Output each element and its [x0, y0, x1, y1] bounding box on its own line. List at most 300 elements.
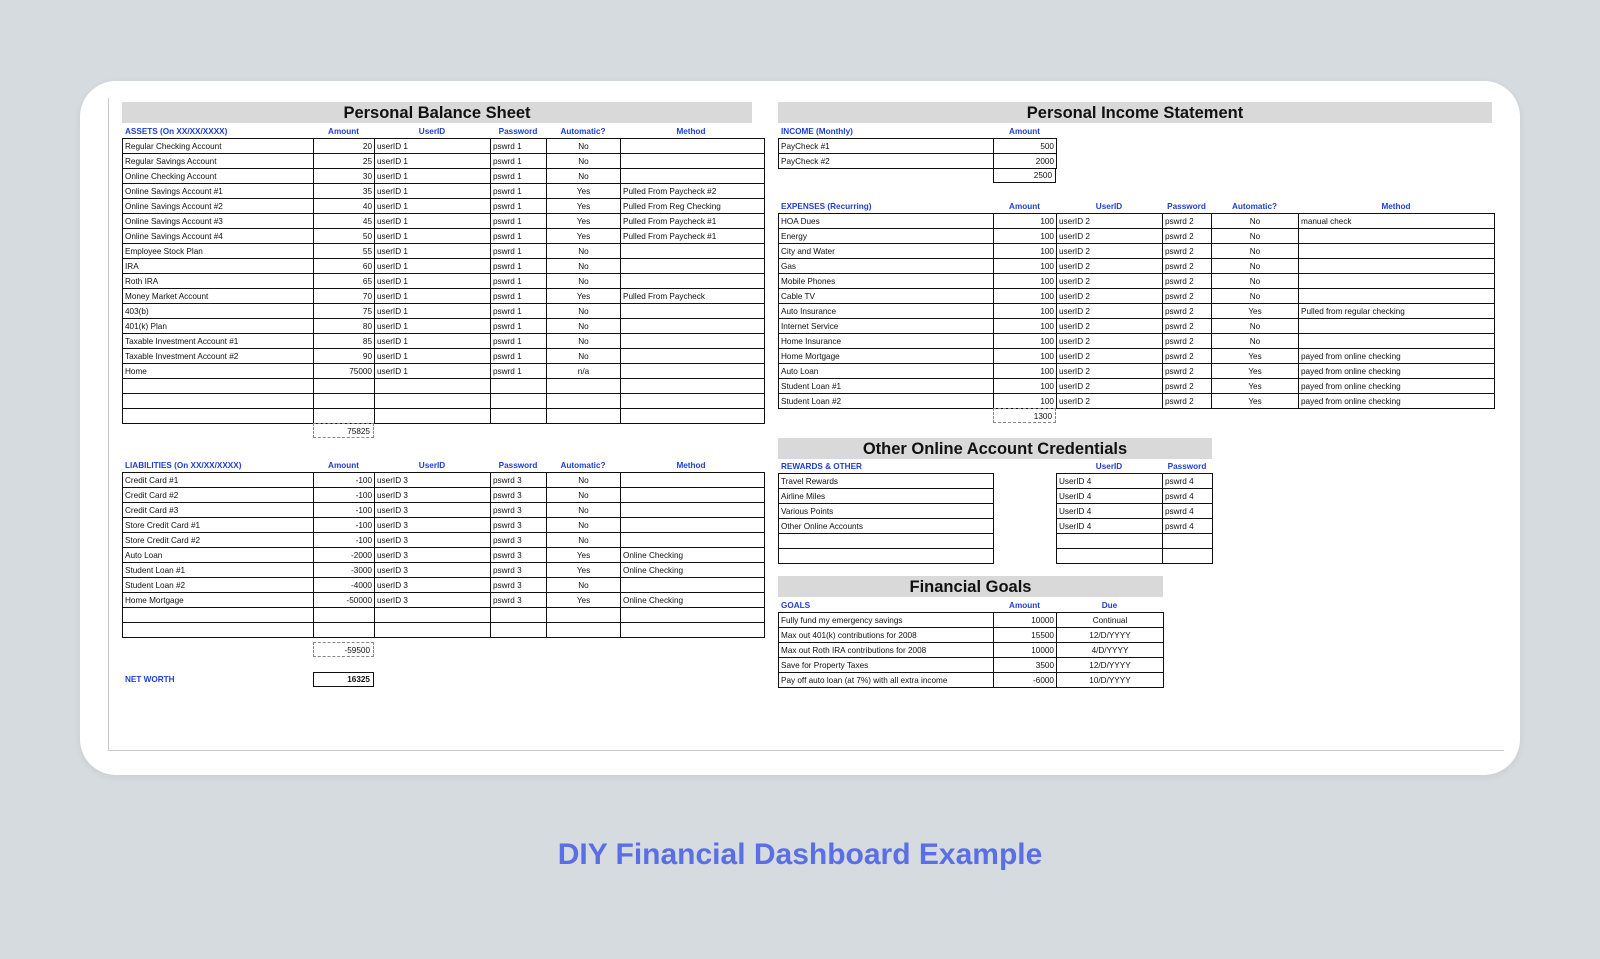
cell-amount[interactable]: 75 — [314, 304, 375, 319]
cell-name[interactable]: Pay off auto loan (at 7%) with all extra income — [779, 673, 994, 688]
cell-method[interactable]: manual check — [1299, 214, 1495, 229]
cell-method[interactable]: Online Checking — [621, 563, 765, 578]
cell-userid[interactable]: userID 2 — [1057, 214, 1163, 229]
cell-password[interactable]: pswrd 1 — [491, 199, 547, 214]
cell-amount[interactable]: 30 — [314, 169, 375, 184]
cell-userid[interactable] — [375, 409, 491, 424]
cell-name[interactable] — [123, 623, 314, 638]
cell-method[interactable] — [1299, 259, 1495, 274]
cell-password[interactable]: pswrd 2 — [1163, 379, 1212, 394]
cell-userid[interactable]: userID 2 — [1057, 229, 1163, 244]
cell-method[interactable] — [621, 259, 765, 274]
cell-userid[interactable]: userID 1 — [375, 139, 491, 154]
cell-name[interactable] — [123, 608, 314, 623]
cell-automatic[interactable]: No — [547, 349, 621, 364]
cell-method[interactable] — [621, 578, 765, 593]
cell-name[interactable]: Student Loan #2 — [779, 394, 994, 409]
cell-method[interactable] — [621, 244, 765, 259]
cell-amount[interactable]: 25 — [314, 154, 375, 169]
cell-password[interactable]: pswrd 1 — [491, 169, 547, 184]
cell-password[interactable]: pswrd 1 — [491, 229, 547, 244]
cell-amount[interactable]: 500 — [994, 139, 1057, 154]
cell-amount[interactable]: 85 — [314, 334, 375, 349]
cell-method[interactable] — [621, 394, 765, 409]
cell-password[interactable]: pswrd 1 — [491, 154, 547, 169]
cell-method[interactable] — [1299, 229, 1495, 244]
liability-row — [123, 488, 765, 503]
cell-password[interactable]: pswrd 2 — [1163, 394, 1212, 409]
cell-amount[interactable]: -6000 — [994, 673, 1057, 688]
cell-automatic[interactable]: No — [1212, 334, 1299, 349]
cell-password[interactable]: pswrd 2 — [1163, 349, 1212, 364]
cell-method[interactable]: payed from online checking — [1299, 364, 1495, 379]
cell-name[interactable]: Store Credit Card #1 — [123, 518, 314, 533]
cell-userid[interactable]: userID 1 — [375, 169, 491, 184]
cell-amount[interactable]: 100 — [994, 304, 1057, 319]
cell-method[interactable]: payed from online checking — [1299, 349, 1495, 364]
cell-method[interactable]: Pulled From Paycheck #1 — [621, 229, 765, 244]
cell-userid[interactable]: userID 1 — [375, 229, 491, 244]
cell-method[interactable] — [621, 409, 765, 424]
cell-password[interactable]: pswrd 2 — [1163, 214, 1212, 229]
credentials-header-label: REWARDS & OTHER — [781, 462, 862, 471]
cell-name[interactable]: Online Savings Account #3 — [123, 214, 314, 229]
cell-password[interactable]: pswrd 1 — [491, 184, 547, 199]
cell-password[interactable]: pswrd 2 — [1163, 334, 1212, 349]
cell-automatic[interactable]: No — [1212, 244, 1299, 259]
cell-amount[interactable]: 3500 — [994, 658, 1057, 673]
cell-name[interactable] — [123, 394, 314, 409]
cell-method[interactable]: Pulled From Reg Checking — [621, 199, 765, 214]
cell-amount[interactable]: -3000 — [314, 563, 375, 578]
cell-userid[interactable] — [375, 379, 491, 394]
page-title: DIY Financial Dashboard Example — [557, 838, 1043, 871]
cell-userid[interactable]: UserID 4 — [1057, 474, 1163, 489]
cell-method[interactable] — [621, 623, 765, 638]
cell-method[interactable]: Online Checking — [621, 548, 765, 563]
cell-password[interactable]: pswrd 2 — [1163, 274, 1212, 289]
cell-amount[interactable]: 100 — [994, 349, 1057, 364]
cell-name[interactable]: Student Loan #1 — [123, 563, 314, 578]
cell-userid[interactable] — [375, 394, 491, 409]
cell-name[interactable]: Online Savings Account #4 — [123, 229, 314, 244]
cell-name[interactable]: Credit Card #2 — [123, 488, 314, 503]
cell-automatic[interactable]: Yes — [547, 199, 621, 214]
cell-method[interactable] — [1299, 289, 1495, 304]
cell-userid[interactable]: userID 3 — [375, 533, 491, 548]
cell-userid[interactable]: userID 2 — [1057, 364, 1163, 379]
cell-due[interactable]: 12/D/YYYY — [1057, 628, 1164, 643]
cell-userid[interactable] — [1057, 534, 1163, 549]
cell-name[interactable]: Online Checking Account — [123, 169, 314, 184]
cell-name[interactable] — [123, 379, 314, 394]
cell-userid[interactable]: userID 2 — [1057, 259, 1163, 274]
cell-method[interactable]: Pulled From Paycheck #1 — [621, 214, 765, 229]
cell-amount[interactable]: 100 — [994, 334, 1057, 349]
cell-automatic[interactable]: No — [1212, 319, 1299, 334]
cell-name[interactable] — [123, 409, 314, 424]
cell-automatic[interactable]: No — [547, 259, 621, 274]
cell-automatic[interactable]: Yes — [1212, 394, 1299, 409]
cell-name[interactable]: Max out 401(k) contributions for 2008 — [779, 628, 994, 643]
cell-password[interactable]: pswrd 3 — [491, 563, 547, 578]
cell-method[interactable] — [621, 503, 765, 518]
cell-amount[interactable]: 100 — [994, 289, 1057, 304]
cell-password[interactable]: pswrd 3 — [491, 503, 547, 518]
cell-amount[interactable]: -2000 — [314, 548, 375, 563]
cell-name[interactable]: Auto Loan — [779, 364, 994, 379]
cell-userid[interactable]: userID 3 — [375, 593, 491, 608]
cell-userid[interactable]: userID 2 — [1057, 349, 1163, 364]
cell-amount[interactable]: 80 — [314, 319, 375, 334]
cell-userid[interactable]: userID 3 — [375, 578, 491, 593]
cell-password[interactable] — [1163, 549, 1213, 564]
cell-userid[interactable]: userID 1 — [375, 334, 491, 349]
cell-amount[interactable]: 100 — [994, 214, 1057, 229]
cell-amount[interactable] — [314, 623, 375, 638]
cell-password[interactable]: pswrd 2 — [1163, 364, 1212, 379]
cell-method[interactable] — [621, 349, 765, 364]
cell-password[interactable]: pswrd 2 — [1163, 304, 1212, 319]
cell-password[interactable] — [491, 608, 547, 623]
cell-name[interactable]: Gas — [779, 259, 994, 274]
cell-amount[interactable]: 45 — [314, 214, 375, 229]
cell-automatic[interactable]: Yes — [547, 548, 621, 563]
cell-amount[interactable]: -100 — [314, 518, 375, 533]
cell-password[interactable]: pswrd 3 — [491, 548, 547, 563]
cell-automatic[interactable]: No — [1212, 259, 1299, 274]
cell-password[interactable]: pswrd 4 — [1163, 519, 1213, 534]
cell-name[interactable]: 403(b) — [123, 304, 314, 319]
cell-amount[interactable]: 15500 — [994, 628, 1057, 643]
cell-password[interactable]: pswrd 1 — [491, 349, 547, 364]
cell-password[interactable]: pswrd 1 — [491, 139, 547, 154]
cell-name[interactable]: Airline Miles — [779, 489, 994, 504]
cell-amount[interactable]: 40 — [314, 199, 375, 214]
cell-automatic[interactable]: Yes — [1212, 349, 1299, 364]
cell-method[interactable] — [1299, 274, 1495, 289]
cell-automatic[interactable]: No — [1212, 229, 1299, 244]
cell-password[interactable]: pswrd 4 — [1163, 474, 1213, 489]
cell-userid[interactable]: userID 3 — [375, 503, 491, 518]
cell-name[interactable]: Cable TV — [779, 289, 994, 304]
cell-amount[interactable]: 75000 — [314, 364, 375, 379]
cell-userid[interactable]: userID 1 — [375, 199, 491, 214]
cell-password[interactable]: pswrd 1 — [491, 319, 547, 334]
cell-userid[interactable]: userID 1 — [375, 364, 491, 379]
cell-userid[interactable]: userID 2 — [1057, 319, 1163, 334]
cell-method[interactable] — [621, 139, 765, 154]
cell-amount[interactable]: -100 — [314, 533, 375, 548]
cell-name[interactable]: PayCheck #2 — [779, 154, 994, 169]
cell-automatic[interactable]: Yes — [547, 563, 621, 578]
cell-password[interactable]: pswrd 3 — [491, 518, 547, 533]
cell-userid[interactable]: userID 1 — [375, 289, 491, 304]
cell-method[interactable]: payed from online checking — [1299, 394, 1495, 409]
cell-amount[interactable]: 100 — [994, 364, 1057, 379]
cell-automatic[interactable]: No — [1212, 274, 1299, 289]
cell-userid[interactable]: userID 2 — [1057, 289, 1163, 304]
cell-password[interactable]: pswrd 3 — [491, 533, 547, 548]
cell-userid[interactable]: userID 1 — [375, 349, 491, 364]
cell-password[interactable]: pswrd 1 — [491, 244, 547, 259]
cell-method[interactable] — [621, 304, 765, 319]
cell-automatic[interactable]: No — [547, 473, 621, 488]
cell-automatic[interactable]: No — [547, 319, 621, 334]
cell-password[interactable]: pswrd 1 — [491, 304, 547, 319]
cell-password[interactable]: pswrd 4 — [1163, 504, 1213, 519]
cell-password[interactable]: pswrd 4 — [1163, 489, 1213, 504]
cell-method[interactable] — [621, 154, 765, 169]
cell-userid[interactable]: userID 2 — [1057, 274, 1163, 289]
cell-automatic[interactable]: No — [547, 304, 621, 319]
cell-name[interactable] — [779, 549, 994, 564]
cell-userid[interactable]: UserID 4 — [1057, 504, 1163, 519]
cell-userid[interactable]: userID 2 — [1057, 244, 1163, 259]
cell-method[interactable]: payed from online checking — [1299, 379, 1495, 394]
cell-userid[interactable]: userID 3 — [375, 473, 491, 488]
cell-name[interactable]: Credit Card #3 — [123, 503, 314, 518]
cell-userid[interactable]: userID 2 — [1057, 304, 1163, 319]
cell-password[interactable] — [491, 409, 547, 424]
cell-name[interactable]: Auto Loan — [123, 548, 314, 563]
cell-amount[interactable]: 100 — [994, 274, 1057, 289]
cell-name[interactable]: Energy — [779, 229, 994, 244]
cell-automatic[interactable]: No — [547, 578, 621, 593]
cell-amount[interactable]: 70 — [314, 289, 375, 304]
cell-method[interactable] — [621, 169, 765, 184]
cell-password[interactable]: pswrd 3 — [491, 488, 547, 503]
cell-amount[interactable]: -100 — [314, 473, 375, 488]
cell-amount[interactable]: 50 — [314, 229, 375, 244]
cell-automatic[interactable] — [547, 409, 621, 424]
cell-automatic[interactable]: No — [547, 244, 621, 259]
cell-password[interactable]: pswrd 1 — [491, 334, 547, 349]
cell-method[interactable] — [621, 319, 765, 334]
cell-password[interactable] — [1163, 534, 1213, 549]
cell-userid[interactable]: userID 1 — [375, 214, 491, 229]
cell-password[interactable]: pswrd 3 — [491, 473, 547, 488]
cell-userid[interactable]: userID 1 — [375, 259, 491, 274]
cell-method[interactable] — [621, 364, 765, 379]
cell-method[interactable] — [621, 274, 765, 289]
cell-userid[interactable]: userID 1 — [375, 154, 491, 169]
cell-name[interactable]: Travel Rewards — [779, 474, 994, 489]
cell-name[interactable]: Home Mortgage — [123, 593, 314, 608]
cell-password[interactable] — [491, 379, 547, 394]
cell-amount[interactable]: -50000 — [314, 593, 375, 608]
cell-name[interactable]: Internet Service — [779, 319, 994, 334]
cell-password[interactable]: pswrd 3 — [491, 593, 547, 608]
cell-automatic[interactable]: Yes — [1212, 379, 1299, 394]
cell-automatic[interactable]: No — [547, 533, 621, 548]
cell-name[interactable]: PayCheck #1 — [779, 139, 994, 154]
cell-due[interactable]: 12/D/YYYY — [1057, 658, 1164, 673]
cell-userid[interactable]: UserID 4 — [1057, 489, 1163, 504]
cell-password[interactable]: pswrd 1 — [491, 214, 547, 229]
cell-amount[interactable]: 100 — [994, 394, 1057, 409]
cell-automatic[interactable]: Yes — [547, 229, 621, 244]
cell-automatic[interactable]: No — [1212, 214, 1299, 229]
cell-amount[interactable]: 90 — [314, 349, 375, 364]
cell-name[interactable]: Store Credit Card #2 — [123, 533, 314, 548]
cell-password[interactable]: pswrd 3 — [491, 578, 547, 593]
cell-method[interactable] — [621, 334, 765, 349]
cell-amount[interactable]: 2000 — [994, 154, 1057, 169]
cell-method[interactable]: Online Checking — [621, 593, 765, 608]
cell-amount[interactable]: -4000 — [314, 578, 375, 593]
cell-automatic[interactable]: Yes — [547, 289, 621, 304]
cell-amount[interactable]: 100 — [994, 229, 1057, 244]
cell-name[interactable]: Student Loan #1 — [779, 379, 994, 394]
cell-automatic[interactable]: No — [547, 154, 621, 169]
cell-method[interactable] — [621, 518, 765, 533]
cell-automatic[interactable]: Yes — [1212, 304, 1299, 319]
cell-name[interactable]: Home Insurance — [779, 334, 994, 349]
cell-method[interactable] — [621, 533, 765, 548]
cell-method[interactable] — [621, 488, 765, 503]
cell-name[interactable]: Taxable Investment Account #1 — [123, 334, 314, 349]
cell-name[interactable]: Taxable Investment Account #2 — [123, 349, 314, 364]
cell-amount[interactable]: -100 — [314, 488, 375, 503]
cell-amount[interactable]: 65 — [314, 274, 375, 289]
cell-automatic[interactable]: Yes — [547, 184, 621, 199]
cell-name[interactable]: Max out Roth IRA contributions for 2008 — [779, 643, 994, 658]
cell-userid[interactable] — [375, 608, 491, 623]
cell-password[interactable] — [491, 394, 547, 409]
cell-amount[interactable]: 20 — [314, 139, 375, 154]
cell-automatic[interactable] — [547, 379, 621, 394]
cell-userid[interactable]: userID 3 — [375, 518, 491, 533]
cell-name[interactable]: Various Points — [779, 504, 994, 519]
cell-userid[interactable]: UserID 4 — [1057, 519, 1163, 534]
cell-name[interactable]: Credit Card #1 — [123, 473, 314, 488]
cell-userid[interactable]: userID 1 — [375, 184, 491, 199]
cell-userid[interactable]: userID 1 — [375, 274, 491, 289]
cell-amount[interactable]: 100 — [994, 259, 1057, 274]
cell-automatic[interactable]: Yes — [547, 214, 621, 229]
cell-name[interactable]: Other Online Accounts — [779, 519, 994, 534]
cell-name[interactable]: Student Loan #2 — [123, 578, 314, 593]
cell-name[interactable]: Employee Stock Plan — [123, 244, 314, 259]
cell-due[interactable]: 4/D/YYYY — [1057, 643, 1164, 658]
cell-name[interactable]: IRA — [123, 259, 314, 274]
cell-password[interactable]: pswrd 1 — [491, 259, 547, 274]
cell-automatic[interactable] — [547, 394, 621, 409]
asset-row — [123, 364, 765, 379]
cell-amount[interactable]: -100 — [314, 503, 375, 518]
cell-automatic[interactable]: Yes — [1212, 364, 1299, 379]
cell-automatic[interactable]: No — [547, 503, 621, 518]
cell-due[interactable]: Continual — [1057, 613, 1164, 628]
cell-automatic[interactable]: No — [547, 334, 621, 349]
cell-method[interactable]: Pulled From Paycheck #2 — [621, 184, 765, 199]
cell-amount[interactable]: 100 — [994, 244, 1057, 259]
cell-amount[interactable]: 100 — [994, 319, 1057, 334]
cell-amount[interactable] — [314, 394, 375, 409]
cell-password[interactable]: pswrd 1 — [491, 274, 547, 289]
cell-automatic[interactable] — [547, 608, 621, 623]
cell-name[interactable]: Auto Insurance — [779, 304, 994, 319]
cell-userid[interactable]: userID 1 — [375, 319, 491, 334]
cell-name[interactable]: HOA Dues — [779, 214, 994, 229]
cell-password[interactable]: pswrd 2 — [1163, 259, 1212, 274]
cell-automatic[interactable] — [547, 623, 621, 638]
cell-name[interactable]: Mobile Phones — [779, 274, 994, 289]
cell-password[interactable]: pswrd 1 — [491, 364, 547, 379]
cell-password[interactable]: pswrd 2 — [1163, 229, 1212, 244]
cell-name[interactable]: City and Water — [779, 244, 994, 259]
cell-name[interactable] — [779, 534, 994, 549]
cell-name[interactable]: Online Savings Account #1 — [123, 184, 314, 199]
cell-amount[interactable]: 10000 — [994, 613, 1057, 628]
credential-login-row — [1057, 474, 1213, 489]
cell-due[interactable]: 10/D/YYYY — [1057, 673, 1164, 688]
cell-name[interactable]: 401(k) Plan — [123, 319, 314, 334]
cell-password[interactable] — [491, 623, 547, 638]
cell-userid[interactable]: userID 3 — [375, 563, 491, 578]
cell-amount[interactable]: 100 — [994, 379, 1057, 394]
cell-amount[interactable]: 35 — [314, 184, 375, 199]
cell-name[interactable]: Home Mortgage — [779, 349, 994, 364]
cell-method[interactable] — [1299, 244, 1495, 259]
cell-automatic[interactable]: No — [547, 274, 621, 289]
cell-amount[interactable]: 60 — [314, 259, 375, 274]
cell-password[interactable]: pswrd 2 — [1163, 244, 1212, 259]
cell-name[interactable]: Money Market Account — [123, 289, 314, 304]
cell-userid[interactable]: userID 3 — [375, 548, 491, 563]
cell-amount[interactable]: 55 — [314, 244, 375, 259]
cell-automatic[interactable]: No — [1212, 289, 1299, 304]
cell-method[interactable] — [621, 473, 765, 488]
cell-userid[interactable]: userID 2 — [1057, 379, 1163, 394]
cell-password[interactable]: pswrd 2 — [1163, 319, 1212, 334]
cell-userid[interactable]: userID 3 — [375, 488, 491, 503]
cell-name[interactable]: Home — [123, 364, 314, 379]
cell-password[interactable]: pswrd 1 — [491, 289, 547, 304]
cell-userid[interactable] — [1057, 549, 1163, 564]
cell-userid[interactable] — [375, 623, 491, 638]
cell-amount[interactable]: 10000 — [994, 643, 1057, 658]
cell-name[interactable]: Online Savings Account #2 — [123, 199, 314, 214]
cell-automatic[interactable]: No — [547, 488, 621, 503]
cell-amount[interactable] — [314, 608, 375, 623]
cell-userid[interactable]: userID 2 — [1057, 334, 1163, 349]
cell-method[interactable]: Pulled From Paycheck — [621, 289, 765, 304]
cell-name[interactable]: Regular Savings Account — [123, 154, 314, 169]
cell-amount[interactable] — [314, 409, 375, 424]
cell-automatic[interactable]: No — [547, 518, 621, 533]
cell-userid[interactable]: userID 1 — [375, 244, 491, 259]
cell-userid[interactable]: userID 1 — [375, 304, 491, 319]
cell-method[interactable] — [1299, 319, 1495, 334]
cell-automatic[interactable]: No — [547, 169, 621, 184]
cell-method[interactable]: Pulled from regular checking — [1299, 304, 1495, 319]
cell-password[interactable]: pswrd 2 — [1163, 289, 1212, 304]
cell-automatic[interactable]: Yes — [547, 593, 621, 608]
cell-amount[interactable] — [314, 379, 375, 394]
cell-automatic[interactable]: No — [547, 139, 621, 154]
cell-name[interactable]: Fully fund my emergency savings — [779, 613, 994, 628]
cell-name[interactable]: Regular Checking Account — [123, 139, 314, 154]
cell-method[interactable] — [1299, 334, 1495, 349]
cell-name[interactable]: Roth IRA — [123, 274, 314, 289]
cell-name[interactable]: Save for Property Taxes — [779, 658, 994, 673]
cell-method[interactable] — [621, 608, 765, 623]
cell-userid[interactable]: userID 2 — [1057, 394, 1163, 409]
cell-method[interactable] — [621, 379, 765, 394]
cell-automatic[interactable]: n/a — [547, 364, 621, 379]
